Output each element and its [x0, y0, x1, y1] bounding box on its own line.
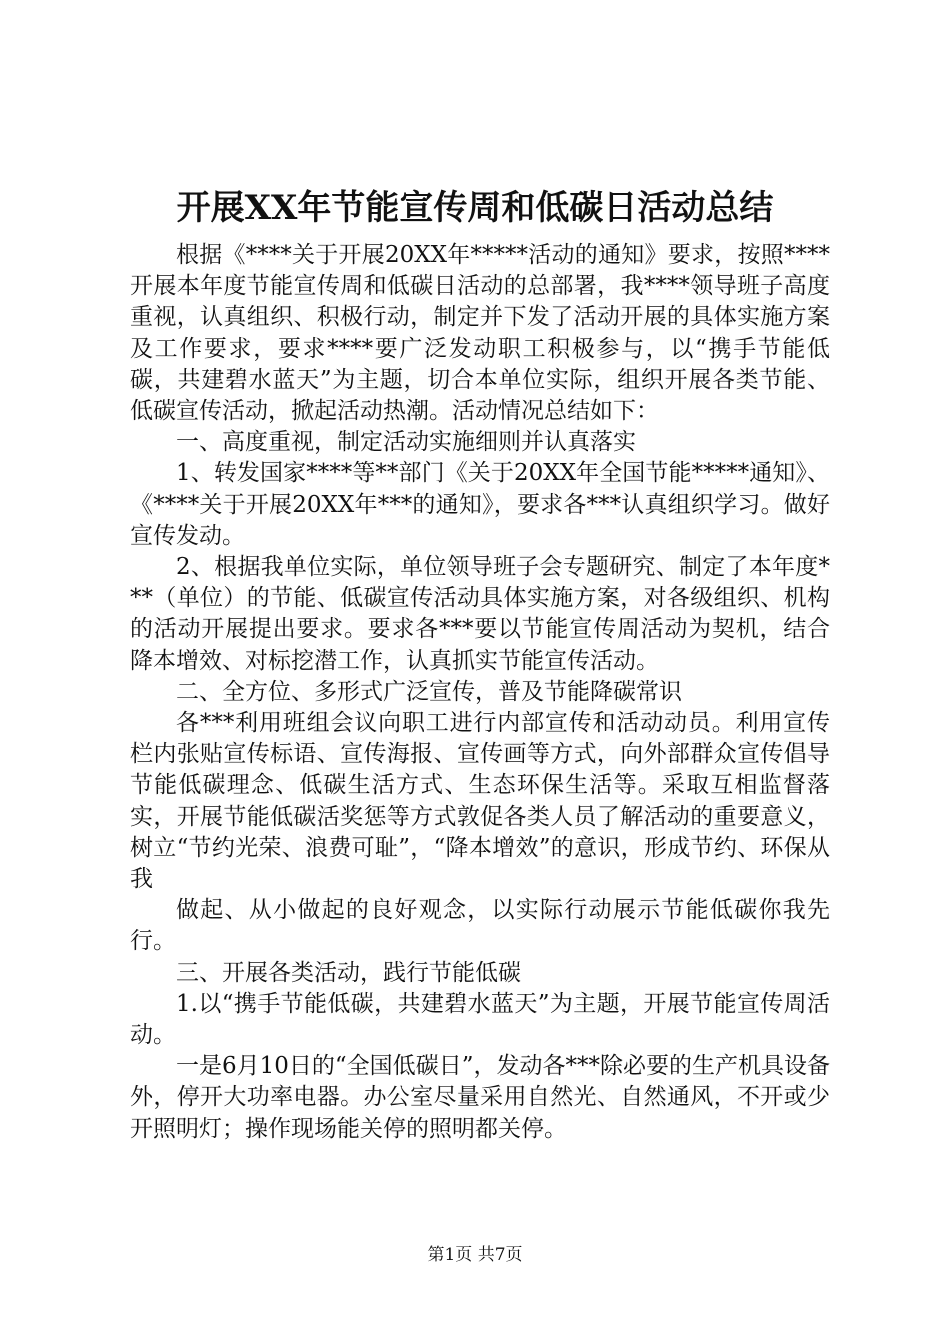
- paragraph-section-2: 各***利用班组会议向职工进行内部宣传和活动动员。利用宣传栏内张贴宣传标语、宣传海报、宣传画等方式，向外部群众宣传倡导节能低碳理念、低碳生活方式、生态环保生活等。采取互相监督落实，开展节能低碳活奖惩等方式敦促各类人员了解活动的重要意义，树立“节约光荣、浪费可耻”，“降本增效”的意识，形成节约、环保从我: [130, 710, 830, 893]
- section-heading-2: 二、全方位、多形式广泛宣传，普及节能降碳常识: [176, 678, 682, 705]
- page-footer: 第1页 共7页: [427, 1245, 523, 1265]
- paragraph-intro: 根据《****关于开展20XX年*****活动的通知》要求，按照****开展本年度节能宣传周和低碳日活动的总部署，我****领导班子高度重视，认真组织、积极行动，制定并下发了活动开展的具体实施方案及工作要求，要求****要广泛发动职工积极参与，以“携手节能低碳，共建碧水蓝天”为主题，切合本单位实际，组织开展各类节能、低碳宣传活动，掀起活动热潮。活动情况总结如下：: [130, 242, 830, 425]
- document-title: 开展XX年节能宣传周和低碳日活动总结: [176, 188, 774, 228]
- paragraph-item-1-1: 1、转发国家****等**部门《关于20XX年全国节能*****通知》、《****关于开展20XX年***的通知》，要求各***认真组织学习。做好宣传发动。: [130, 460, 830, 549]
- section-heading-3: 三、开展各类活动，践行节能低碳: [176, 959, 521, 986]
- paragraph-item-1-2: 2、根据我单位实际，单位领导班子会专题研究、制定了本年度***（单位）的节能、低碳宣传活动具体实施方案，对各级组织、机构的活动开展提出要求。要求各***要以节能宣传周活动为契机，结合降本增效、对标挖潜工作，认真抓实节能宣传活动。: [130, 554, 830, 674]
- document-body: [130, 240, 830, 1145]
- paragraph-item-3-1: 1.以“携手节能低碳，共建碧水蓝天”为主题，开展节能宣传周活动。: [130, 990, 830, 1049]
- paragraph-section-2-cont: 做起、从小做起的良好观念，以实际行动展示节能低碳你我先行。: [130, 897, 830, 955]
- section-heading-1: 一、高度重视，制定活动实施细则并认真落实: [176, 429, 636, 456]
- paragraph-item-3-1-detail: 一是6月10日的“全国低碳日”，发动各***除必要的生产机具设备外，停开大功率电器。办公室尽量采用自然光、自然通风，不开或少开照明灯；操作现场能关停的照明都关停。: [130, 1053, 830, 1142]
